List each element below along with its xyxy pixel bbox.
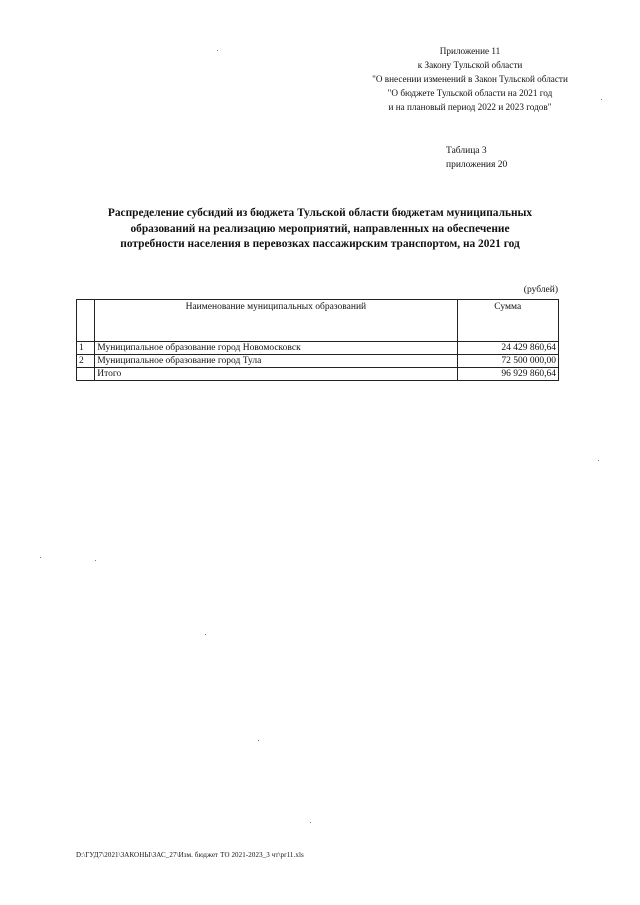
- header-num: [77, 300, 95, 342]
- row-sum: 24 429 860,64: [457, 342, 559, 355]
- table-ref-line: приложения 20: [446, 160, 508, 170]
- row-num: 2: [77, 355, 95, 368]
- table-ref-line: Таблица 3: [446, 146, 487, 156]
- row-sum: 72 500 000,00: [457, 355, 559, 368]
- row-name: Муниципальное образование город Тула: [95, 355, 457, 368]
- row-name: Муниципальное образование город Новомосковск: [95, 342, 457, 355]
- scan-speck: [205, 634, 206, 635]
- subsidy-table: [76, 299, 559, 381]
- title-line: образований на реализацию мероприятий, направленных на обеспечение: [130, 222, 510, 235]
- header-sum: Сумма: [457, 300, 559, 342]
- table-header-row: [77, 300, 559, 342]
- scan-speck: [40, 557, 41, 558]
- header-name: Наименование муниципальных образований: [95, 300, 457, 342]
- row-name: Итого: [95, 368, 457, 381]
- table-total-row: [77, 368, 559, 381]
- row-sum: 96 929 860,64: [457, 368, 559, 381]
- file-path-footer: D:\ГУД7\2021\ЗАКОНЫ\ЗАС_27\Изм. бюджет ТО 2021-2023_3 чт\pr11.xls: [76, 851, 304, 859]
- appendix-line: и на плановый период 2022 и 2023 годов": [388, 102, 552, 112]
- scan-speck: [217, 50, 218, 51]
- appendix-line: к Закону Тульской области: [417, 60, 523, 70]
- appendix-line: "О внесении изменений в Закон Тульской области: [372, 74, 568, 84]
- document-title: [60, 206, 580, 253]
- row-num: 1: [77, 342, 95, 355]
- row-num: [77, 368, 95, 381]
- unit-label: (рублей): [523, 285, 558, 295]
- appendix-line: Приложение 11: [439, 46, 501, 56]
- scan-speck: [601, 99, 602, 100]
- appendix-line: "О бюджете Тульской области на 2021 год: [387, 88, 553, 98]
- table-row: [77, 355, 559, 368]
- scan-speck: [598, 460, 599, 461]
- table-row: [77, 342, 559, 355]
- title-line: Распределение субсидий из бюджета Тульской области бюджетам муниципальных: [107, 207, 533, 219]
- title-line: потребности населения в перевозках пассажирским транспортом, на 2021 год: [120, 238, 520, 250]
- scan-speck: [258, 740, 259, 741]
- appendix-header: [320, 44, 620, 114]
- scan-speck: [310, 822, 311, 823]
- table-reference: [446, 144, 507, 172]
- scan-speck: [95, 560, 96, 561]
